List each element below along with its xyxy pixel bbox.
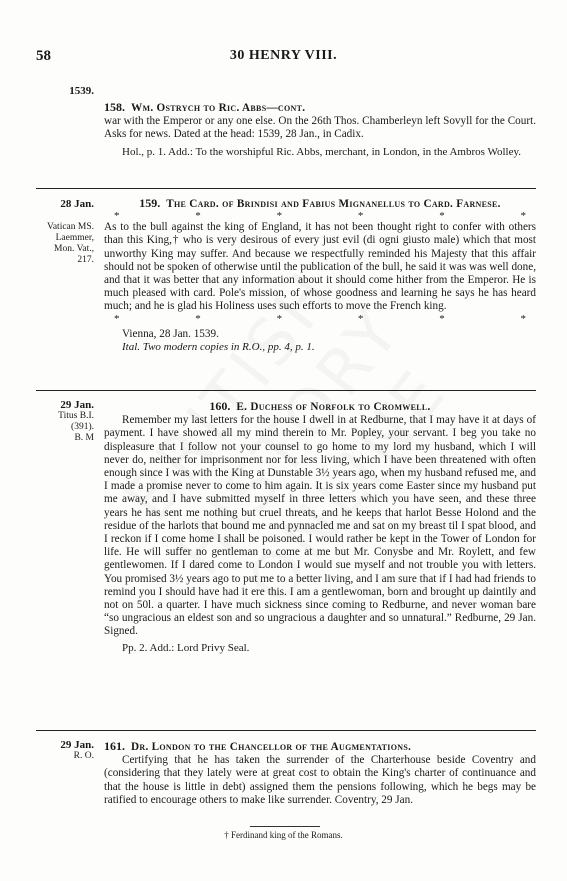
entry-note: Hol., p. 1. Add.: To the worshipful Ric. Abbs, merchant, in London, in the Ambros Wolley.: [122, 145, 522, 158]
entry-divider: [36, 390, 536, 391]
entry-heading: 159. The Card. of Brindisi and Fabius Mignanellus to Card. Farnese.: [139, 196, 501, 210]
entry-divider: [36, 188, 536, 189]
footnote: † Ferdinand king of the Romans.: [224, 830, 343, 840]
entry-161: [104, 740, 536, 807]
entry-text: war with the Emperor or any one else. On the 26th Thos. Chamberleyn left Sovyll for the Court. Asks for news. Dated at the head: 1539, 28 Jan., in Cadix.: [104, 115, 536, 141]
year-marker: 1539.: [69, 85, 94, 97]
page-number: 58: [36, 48, 51, 64]
entry-159-margin: 28 Jan. Vatican MS. Laemmer, Mon. Vat., 217.: [47, 198, 94, 265]
entry-158: [104, 101, 536, 159]
footnote-rule: [250, 826, 320, 827]
omission-stars: * * * * * *: [114, 210, 526, 223]
entry-heading: 161. Dr. London to the Chancellor of the Augmentations.: [104, 739, 412, 753]
omission-stars: * * * * * *: [114, 312, 526, 325]
entry-160: [104, 400, 536, 655]
entry-text: Certifying that he has taken the surrender of the Charterhouse beside Coventry and (considering that they lately were at great cost to obtain the King's charter of continuance and that the house is little in debt) assigned them the pensions following, which he begs may be ratified to encourage others to make like surrender. Coventry, 29 Jan.: [104, 754, 536, 806]
entry-161-margin: 29 Jan. R. O.: [60, 739, 94, 761]
entry-160-margin: 29 Jan. Titus B.I. (391). B. M: [58, 399, 94, 443]
entry-divider: [36, 730, 536, 731]
entry-text: As to the bull against the king of England, it has not been thought right to confer with others than this King,† who is very desirous of every just evil (di ogni giusto male) which that most unworthy King may suffer. And because we respectfully reminded his Majesty that this affair should not be spoken of otherwise until the publication of the bull, he said it was was well done, and that it was better that any information about it should come hither from the Emperor. He is much pleased with card. Pole's mission, of whose goodness and learning he says he has heard much; and he is glad his Holiness uses such efforts to move the French king.: [104, 221, 536, 313]
entry-159: [104, 197, 536, 354]
entry-heading: 158. Wm. Ostrych to Ric. Abbs—cont.: [104, 100, 306, 114]
entry-text: Remember my last letters for the house I dwell in at Redburne, that I may have it at days of payment. I have showed all my mind therein to Mr. Popley, your servant. I beg you take no displeasure that I follow not your counsel to go home to my lord my husband, which I will never do, neither for imprisonment nor for less living, which I have been threatened with often enough since I was with the King at Dunstable 3½ years ago, when my husband refused me, and I made a promise never to come to him again. It is six years come Easter since my husband put me away, and I have submitted myself in three letters which you have seen, and these three years he has sent me nothing but cruel threats, and he keeps that harlot Besse Holond and the residue of the harlots that bound me and pynnacled me and sat on my breast til I spat blood, and I reckon if I come home I shall be poisoned. I would rather be kept in the Tower of London for life. He will suffer no gentleman to come at me but Mr. Conysbe and Mr. Roylett, and few gentlewomen. If I dared come to London I would sue myself and not trouble you with letters. You promised 3½ years ago to put me to a better living, and I am sure that if I had had friends to remind you I should have had it ere this. I am a gentlewoman, born and brought up daintily and not on 50l. a quarter. I have much sickness since coming to Redburne, and never woman bare “so ungracious an eldest son and so ungracious a daughter and so unnatural.” Redburne, 29 Jan. Signed.: [104, 414, 536, 638]
entry-sign: Vienna, 28 Jan. 1539.: [122, 327, 219, 340]
entry-note: Pp. 2. Add.: Lord Privy Seal.: [122, 641, 250, 654]
entry-note: Ital. Two modern copies in R.O., pp. 4, p. 1.: [122, 340, 315, 353]
running-head: 30 HENRY VIII.: [229, 48, 338, 63]
entry-heading: 160. E. Duchess of Norfolk to Cromwell.: [209, 399, 431, 413]
